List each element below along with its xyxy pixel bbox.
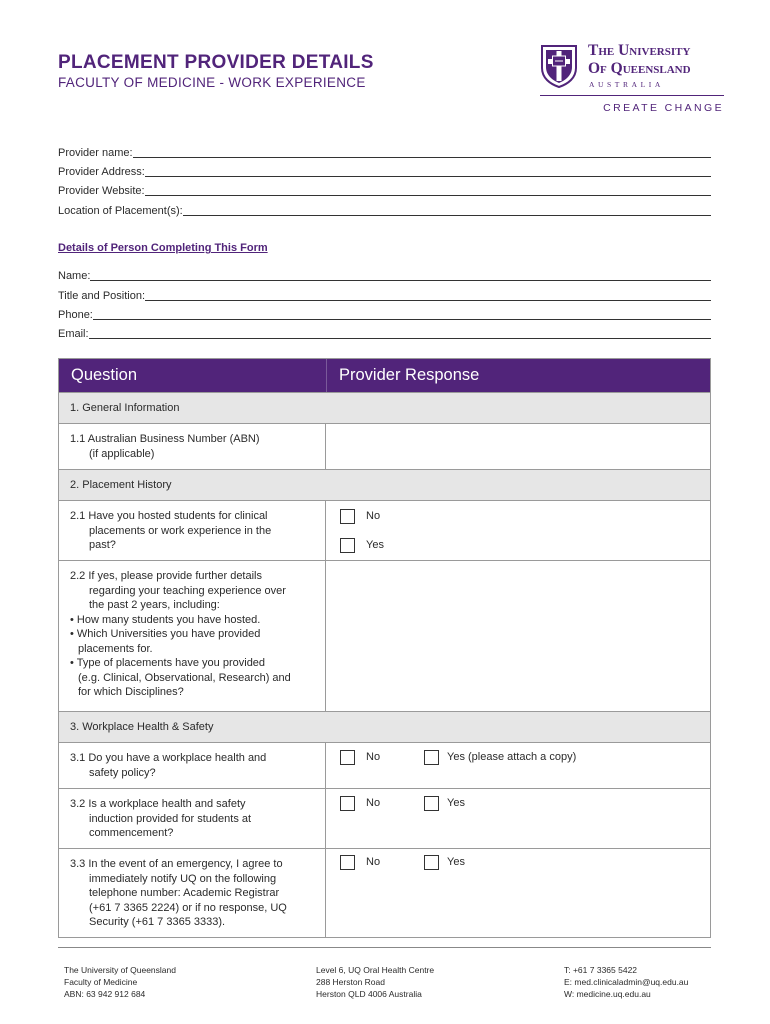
question-text: 1.1 Australian Business Number (ABN) (if applicable) — [70, 433, 260, 460]
response-cell-experience[interactable] — [326, 561, 710, 711]
table-header — [59, 359, 710, 392]
checkbox-induction-yes[interactable] — [424, 796, 439, 811]
question-table — [58, 358, 711, 938]
provider-website-field[interactable] — [58, 183, 711, 197]
response-cell-emergency — [326, 849, 710, 937]
checkbox-hosted-no[interactable] — [340, 509, 355, 524]
checkbox-label: Yes — [447, 856, 465, 868]
list-item: • How many students you have hosted. — [70, 613, 261, 626]
response-cell-induction — [326, 789, 710, 848]
footer-address: Level 6, UQ Oral Health Centre 288 Herston Road Herston QLD 4006 Australia — [316, 965, 435, 999]
field-line[interactable] — [93, 319, 711, 320]
field-line[interactable] — [145, 176, 711, 177]
response-cell-abn[interactable] — [326, 424, 710, 469]
question-cell — [59, 424, 326, 469]
field-line[interactable] — [90, 280, 711, 281]
question-cell — [59, 789, 326, 848]
provider-name-field[interactable] — [58, 145, 711, 159]
checkbox-label: No — [366, 856, 381, 868]
checkbox-emergency-no[interactable] — [340, 855, 355, 870]
field-label: Provider Address: — [58, 166, 145, 178]
page-subtitle: FACULTY OF MEDICINE - WORK EXPERIENCE — [58, 75, 366, 90]
footer-contact: T: +61 7 3365 5422 E: med.clinicaladmin@uq.edu.au W: medicine.uq.edu.au — [564, 965, 689, 999]
person-section-heading: Details of Person Completing This Form — [58, 242, 268, 254]
section-workplace-health-safety: 3. Workplace Health & Safety — [59, 711, 710, 742]
table-row-2-2 — [59, 560, 710, 711]
checkbox-induction-no[interactable] — [340, 796, 355, 811]
field-label: Provider Website: — [58, 185, 145, 197]
logo-divider — [540, 95, 724, 96]
field-label: Name: — [58, 270, 91, 282]
field-line[interactable] — [183, 215, 711, 216]
person-email-field[interactable] — [58, 326, 711, 340]
field-label: Title and Position: — [58, 290, 146, 302]
checkbox-label: No — [366, 797, 381, 809]
logo-country: AUSTRALIA — [589, 80, 664, 89]
question-cell — [59, 849, 326, 937]
question-cell — [59, 561, 326, 711]
field-label: Provider name: — [58, 147, 133, 159]
response-cell-hosted — [326, 501, 710, 560]
checkbox-emergency-yes[interactable] — [424, 855, 439, 870]
field-label: Phone: — [58, 309, 93, 321]
placement-location-field[interactable] — [58, 203, 711, 217]
table-row-3-2 — [59, 788, 710, 848]
person-phone-field[interactable] — [58, 307, 711, 321]
column-header-response: Provider Response — [326, 359, 710, 392]
table-row-2-1 — [59, 500, 710, 560]
question-cell — [59, 501, 326, 560]
field-label: Email: — [58, 328, 89, 340]
list-item: • Which Universities you have provided placements for. — [70, 628, 261, 655]
column-header-question: Question — [71, 366, 138, 384]
checkbox-hosted-yes[interactable] — [340, 538, 355, 553]
uq-logo — [540, 42, 724, 118]
field-line[interactable] — [89, 338, 711, 339]
question-text: 3.1 Do you have a workplace health and safety policy? — [70, 752, 267, 779]
field-line[interactable] — [145, 300, 711, 301]
field-label: Location of Placement(s): — [58, 205, 183, 217]
provider-address-field[interactable] — [58, 164, 711, 178]
response-cell-whs-policy — [326, 743, 710, 788]
checkbox-label: No — [366, 751, 381, 763]
section-general-information: 1. General Information — [59, 392, 710, 423]
question-text: 3.2 Is a workplace health and safety induction provided for students at commencement? — [70, 798, 252, 839]
checkbox-label: Yes (please attach a copy) — [447, 751, 577, 763]
table-row-3-3 — [59, 848, 710, 937]
table-row-3-1 — [59, 742, 710, 788]
checkbox-label: No — [366, 510, 381, 522]
checkbox-policy-yes[interactable] — [424, 750, 439, 765]
checkbox-policy-no[interactable] — [340, 750, 355, 765]
field-line[interactable] — [133, 157, 711, 158]
question-text: 3.3 In the event of an emergency, I agree to immediately notify UQ on the following telephone number: Academic Registrar (+61 7 3365 2224) or if no response, UQ Security (+61 7 3365 3333). — [70, 858, 287, 928]
table-row-1-1 — [59, 423, 710, 469]
uq-crest-icon — [540, 44, 578, 88]
field-line[interactable] — [145, 195, 711, 196]
section-placement-history: 2. Placement History — [59, 469, 710, 500]
list-item: • Type of placements have you provided (e.g. Clinical, Observational, Research) and for which Disciplines? — [70, 657, 291, 698]
person-name-field[interactable] — [58, 268, 711, 282]
footer-divider — [58, 947, 711, 948]
question-cell — [59, 743, 326, 788]
checkbox-label: Yes — [366, 539, 384, 551]
checkbox-label: Yes — [447, 797, 465, 809]
footer-institution: The University of Queensland Faculty of Medicine ABN: 63 942 912 684 — [64, 965, 176, 999]
page-title: PLACEMENT PROVIDER DETAILS — [58, 52, 374, 73]
question-text: 2.2 If yes, please provide further details regarding your teaching experience over the past 2 years, including: — [70, 570, 286, 611]
person-title-field[interactable] — [58, 288, 711, 302]
logo-tagline: CREATE CHANGE — [603, 102, 724, 114]
logo-wordmark: The University Of Queensland — [588, 42, 691, 77]
question-text: 2.1 Have you hosted students for clinical placements or work experience in the past? — [70, 510, 272, 551]
